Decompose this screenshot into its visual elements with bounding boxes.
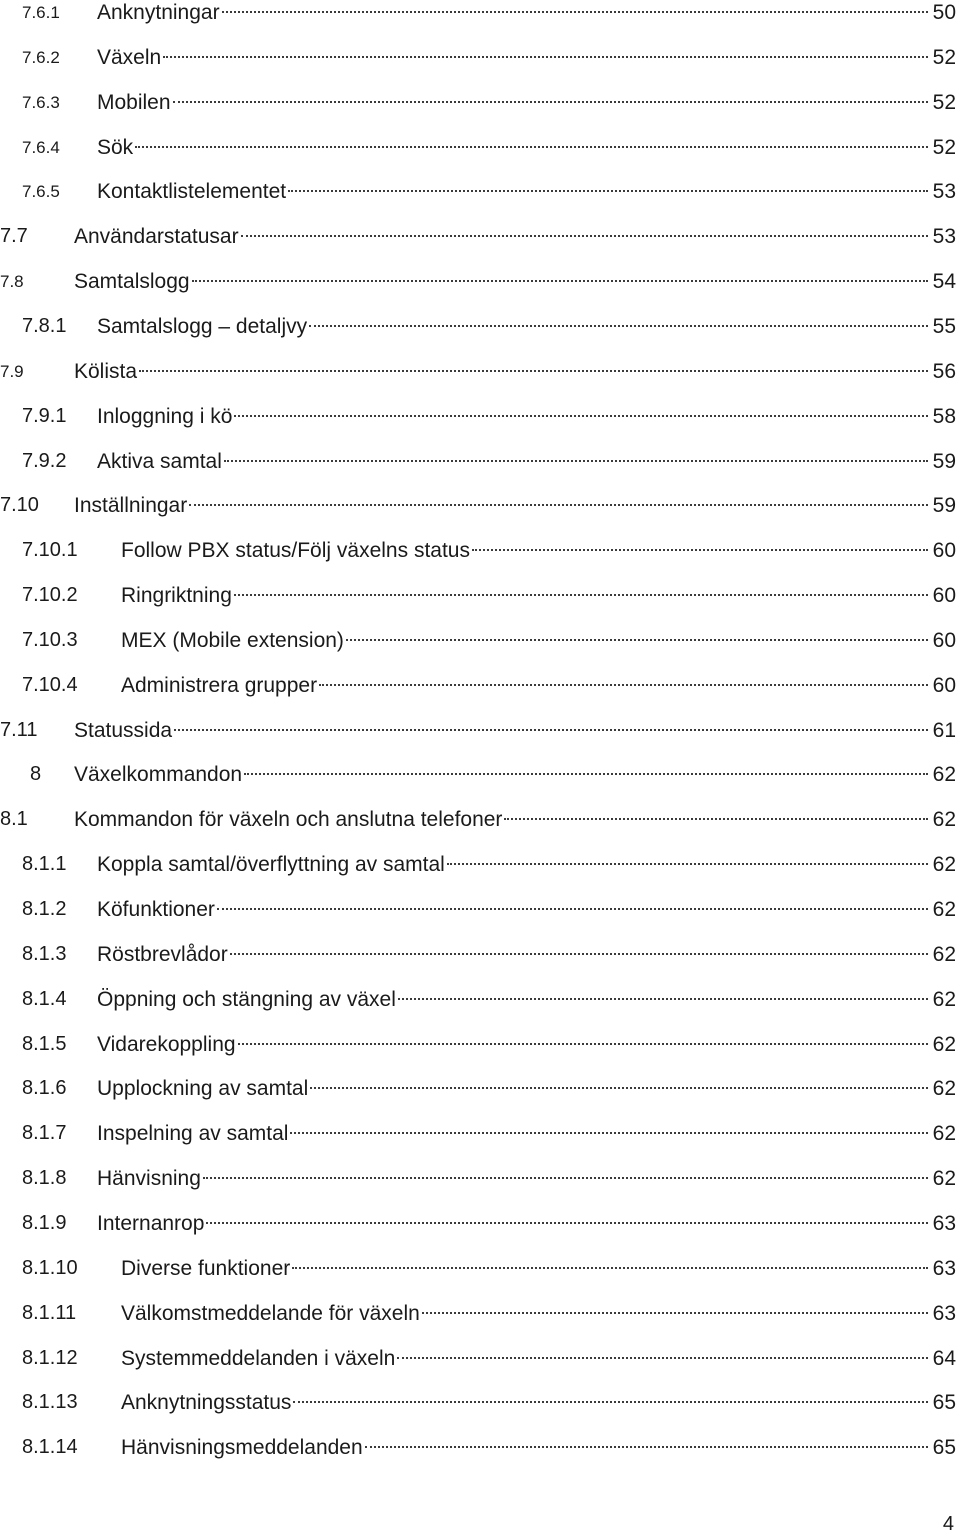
toc-dot-leader	[422, 1312, 928, 1314]
toc-entry-number: 7.6.1	[22, 3, 60, 22]
toc-entry-number: 8.1.13	[22, 1391, 78, 1414]
toc-dot-leader	[217, 908, 928, 910]
toc-entry[interactable]	[0, 887, 960, 932]
toc-entry-title: Köfunktioner	[97, 898, 215, 921]
toc-dot-leader	[288, 190, 928, 192]
toc-dot-leader	[230, 953, 928, 955]
toc-entry-page: 63	[932, 1211, 956, 1235]
toc-entry-number: 8.1.3	[22, 942, 67, 965]
toc-entry-title: Användarstatusar	[74, 225, 239, 249]
toc-entry-page: 59	[932, 449, 956, 473]
toc-entry-page: 54	[932, 270, 956, 294]
toc-dot-leader	[319, 684, 928, 686]
toc-entry[interactable]	[0, 125, 960, 170]
toc-entry-page: 65	[932, 1391, 956, 1415]
toc-dot-leader	[234, 415, 928, 417]
toc-entry[interactable]	[0, 842, 960, 887]
toc-entry-title: Koppla samtal/överflyttning av samtal	[97, 853, 445, 877]
toc-dot-leader	[309, 325, 928, 327]
toc-entry-number: 8.1.2	[22, 898, 67, 920]
toc-dot-leader	[163, 56, 928, 58]
toc-entry-page: 62	[932, 808, 956, 832]
toc-entry-number: 8.1.12	[22, 1346, 78, 1369]
toc-entry[interactable]	[0, 1066, 960, 1111]
toc-entry[interactable]	[0, 304, 960, 349]
toc-entry-number: 7.6.2	[22, 47, 60, 67]
toc-entry[interactable]	[0, 1425, 960, 1470]
toc-entry-title: Follow PBX status/Följ växelns status	[121, 539, 470, 563]
toc-entry-title: Anknytningar	[97, 1, 220, 24]
toc-entry-page: 62	[932, 1167, 956, 1191]
toc-entry-page: 62	[932, 1122, 956, 1146]
toc-entry-page: 62	[932, 898, 956, 921]
toc-entry-page: 62	[932, 1077, 956, 1101]
toc-entry-page: 62	[932, 763, 956, 787]
toc-entry[interactable]	[0, 169, 960, 214]
toc-entry-title: Upplockning av samtal	[97, 1077, 309, 1101]
toc-entry[interactable]	[0, 483, 960, 528]
toc-dot-leader	[346, 639, 928, 641]
toc-entry[interactable]	[0, 1156, 960, 1201]
toc-entry-page: 60	[932, 584, 956, 608]
toc-entry-title: Inställningar	[74, 494, 188, 518]
toc-dot-leader	[189, 504, 928, 506]
toc-dot-leader	[365, 1446, 928, 1448]
toc-entry-title: Öppning och stängning av växel	[97, 987, 396, 1011]
toc-entry-title: Samtalslogg	[74, 270, 190, 294]
toc-entry-number: 7.6.4	[22, 137, 60, 157]
toc-entry-title: Systemmeddelanden i växeln	[121, 1346, 396, 1370]
toc-entry[interactable]	[0, 528, 960, 573]
toc-entry-title: Välkomstmeddelande för växeln	[121, 1301, 420, 1325]
toc-entry-page: 60	[932, 628, 956, 652]
toc-entry-number: 8.1.11	[22, 1301, 77, 1324]
toc-dot-leader	[174, 729, 928, 731]
toc-entry-title: Hänvisning	[97, 1167, 201, 1191]
toc-entry[interactable]	[0, 439, 960, 484]
toc-entry[interactable]	[0, 0, 960, 35]
toc-dot-leader	[310, 1087, 928, 1089]
toc-entry-page: 52	[932, 135, 956, 159]
toc-entry-title: Administrera grupper	[121, 673, 318, 697]
toc-dot-leader	[504, 818, 928, 820]
toc-entry-number: 7.10.3	[22, 628, 78, 651]
toc-entry-page: 58	[932, 404, 956, 428]
toc-entry-number: 7.8	[0, 272, 24, 292]
toc-entry-page: 60	[932, 539, 956, 563]
toc-entry-number: 7.10.4	[22, 673, 78, 696]
toc-entry-title: Vidarekoppling	[97, 1032, 236, 1056]
toc-dot-leader	[206, 1222, 928, 1224]
toc-entry-number: 8.1.9	[22, 1211, 67, 1234]
toc-entry-page: 56	[932, 359, 956, 383]
toc-dot-leader	[397, 1357, 928, 1359]
toc-entry-number: 8.1.5	[22, 1032, 67, 1055]
toc-entry-title: Mobilen	[97, 90, 171, 114]
toc-entry-page: 52	[932, 45, 956, 69]
toc-entry[interactable]	[0, 80, 960, 125]
toc-entry-title: Hänvisningsmeddelanden	[121, 1436, 363, 1460]
toc-entry-number: 7.10.1	[22, 539, 78, 562]
page-number: 4	[942, 1513, 954, 1535]
toc-dot-leader	[135, 146, 928, 148]
toc-entry-title: Kölista	[74, 359, 138, 383]
toc-entry-page: 61	[932, 718, 956, 742]
toc-entry[interactable]	[0, 259, 960, 304]
toc-entry-number: 8.1.4	[22, 987, 67, 1010]
toc-entry[interactable]	[0, 1336, 960, 1381]
toc-dot-leader	[234, 594, 928, 596]
toc-entry-title: Aktiva samtal	[97, 449, 222, 473]
toc-entry-title: Statussida	[74, 718, 173, 742]
toc-entry-number: 7.8.1	[22, 314, 67, 337]
toc-entry-page: 60	[932, 673, 956, 697]
toc-entry-number: 7.9	[0, 361, 24, 381]
toc-entry[interactable]	[0, 349, 960, 394]
toc-dot-leader	[241, 235, 928, 237]
toc-entry[interactable]	[0, 618, 960, 663]
toc-dot-leader	[290, 1132, 928, 1134]
toc-entry-title: Kommandon för växeln och anslutna telefoner	[74, 808, 503, 832]
toc-entry[interactable]	[0, 573, 960, 618]
toc-entry-number: 8.1.7	[22, 1122, 67, 1145]
toc-entry-title: Växelkommandon	[74, 763, 243, 787]
toc-entry[interactable]	[0, 708, 960, 753]
toc-entry[interactable]	[0, 394, 960, 439]
toc-entry[interactable]	[0, 1201, 960, 1246]
toc-entry-number: 7.6.3	[22, 92, 60, 112]
toc-entry-page: 62	[932, 853, 956, 877]
toc-entry-page: 52	[932, 90, 956, 114]
toc-entry[interactable]	[0, 663, 960, 708]
toc-entry-number: 7.9.1	[22, 404, 67, 427]
toc-entry[interactable]	[0, 1246, 960, 1291]
toc-entry[interactable]	[0, 797, 960, 842]
toc-entry-page: 53	[932, 225, 956, 249]
toc-dot-leader	[173, 101, 928, 103]
toc-entry[interactable]	[0, 1380, 960, 1425]
toc-entry-number: 7.9.2	[22, 449, 67, 472]
toc-dot-leader	[293, 1401, 928, 1403]
toc-entry-title: Sök	[97, 135, 134, 159]
toc-dot-leader	[139, 370, 928, 372]
toc-entry-title: Inspelning av samtal	[97, 1122, 289, 1146]
toc-entry-title: Växeln	[97, 45, 162, 69]
toc-entry-title: Diverse funktioner	[121, 1256, 291, 1280]
toc-entry[interactable]	[0, 1111, 960, 1156]
toc-entry-number: 8.1.6	[22, 1077, 67, 1100]
toc-entry-page: 59	[932, 494, 956, 518]
toc-entry-title: Anknytningsstatus	[121, 1391, 292, 1415]
toc-entry-number: 7.11	[0, 718, 38, 741]
toc-entry-number: 8.1.8	[22, 1167, 67, 1190]
toc-entry[interactable]	[0, 35, 960, 80]
toc-dot-leader	[203, 1177, 928, 1179]
toc-entry-number: 8.1.14	[22, 1436, 78, 1459]
toc-entry-page: 62	[932, 987, 956, 1011]
toc-entry-page: 64	[932, 1346, 956, 1370]
toc-dot-leader	[447, 863, 928, 865]
toc-entry-number: 7.6.5	[22, 182, 60, 202]
toc-dot-leader	[244, 773, 928, 775]
toc-entry-page: 63	[932, 1256, 956, 1280]
toc-dot-leader	[224, 460, 928, 462]
toc-dot-leader	[192, 280, 928, 282]
toc-entry-page: 62	[932, 942, 956, 966]
toc-dot-leader	[238, 1043, 928, 1045]
toc-entry[interactable]	[0, 214, 960, 259]
toc-dot-leader	[222, 11, 928, 13]
toc-entry[interactable]	[0, 1291, 960, 1336]
toc-entry-number: 8.1	[0, 808, 28, 831]
toc-entry-title: Internanrop	[97, 1211, 205, 1235]
toc-entry-title: Röstbrevlådor	[97, 942, 228, 966]
toc-entry[interactable]	[0, 1022, 960, 1067]
toc-entry-title: Inloggning i kö	[97, 404, 233, 428]
toc-dot-leader	[398, 998, 928, 1000]
toc-entry-page: 53	[932, 180, 956, 204]
toc-entry[interactable]	[0, 977, 960, 1022]
toc-entry-number: 7.10.2	[22, 584, 78, 607]
toc-entry-number: 8.1.10	[22, 1256, 78, 1279]
toc-entry-title: MEX (Mobile extension)	[121, 628, 344, 652]
toc-entry-page: 50	[932, 1, 956, 24]
toc-entry-number: 7.7	[0, 225, 28, 248]
toc-entry-title: Kontaktlistelementet	[97, 180, 287, 204]
toc-entry-page: 62	[932, 1032, 956, 1056]
toc-entry-number: 7.10	[0, 494, 39, 517]
toc-dot-leader	[472, 549, 928, 551]
toc-entry-page: 65	[932, 1436, 956, 1460]
toc-entry-page: 55	[932, 314, 956, 338]
toc-entry-page: 63	[932, 1301, 956, 1325]
toc-dot-leader	[292, 1267, 928, 1269]
toc-entry-number: 8	[30, 763, 42, 786]
toc-entry-title: Ringriktning	[121, 584, 232, 608]
toc-entry[interactable]	[0, 752, 960, 797]
toc-entry[interactable]	[0, 932, 960, 977]
toc-entry-number: 8.1.1	[22, 853, 67, 876]
toc-entry-title: Samtalslogg – detaljvy	[97, 314, 308, 338]
